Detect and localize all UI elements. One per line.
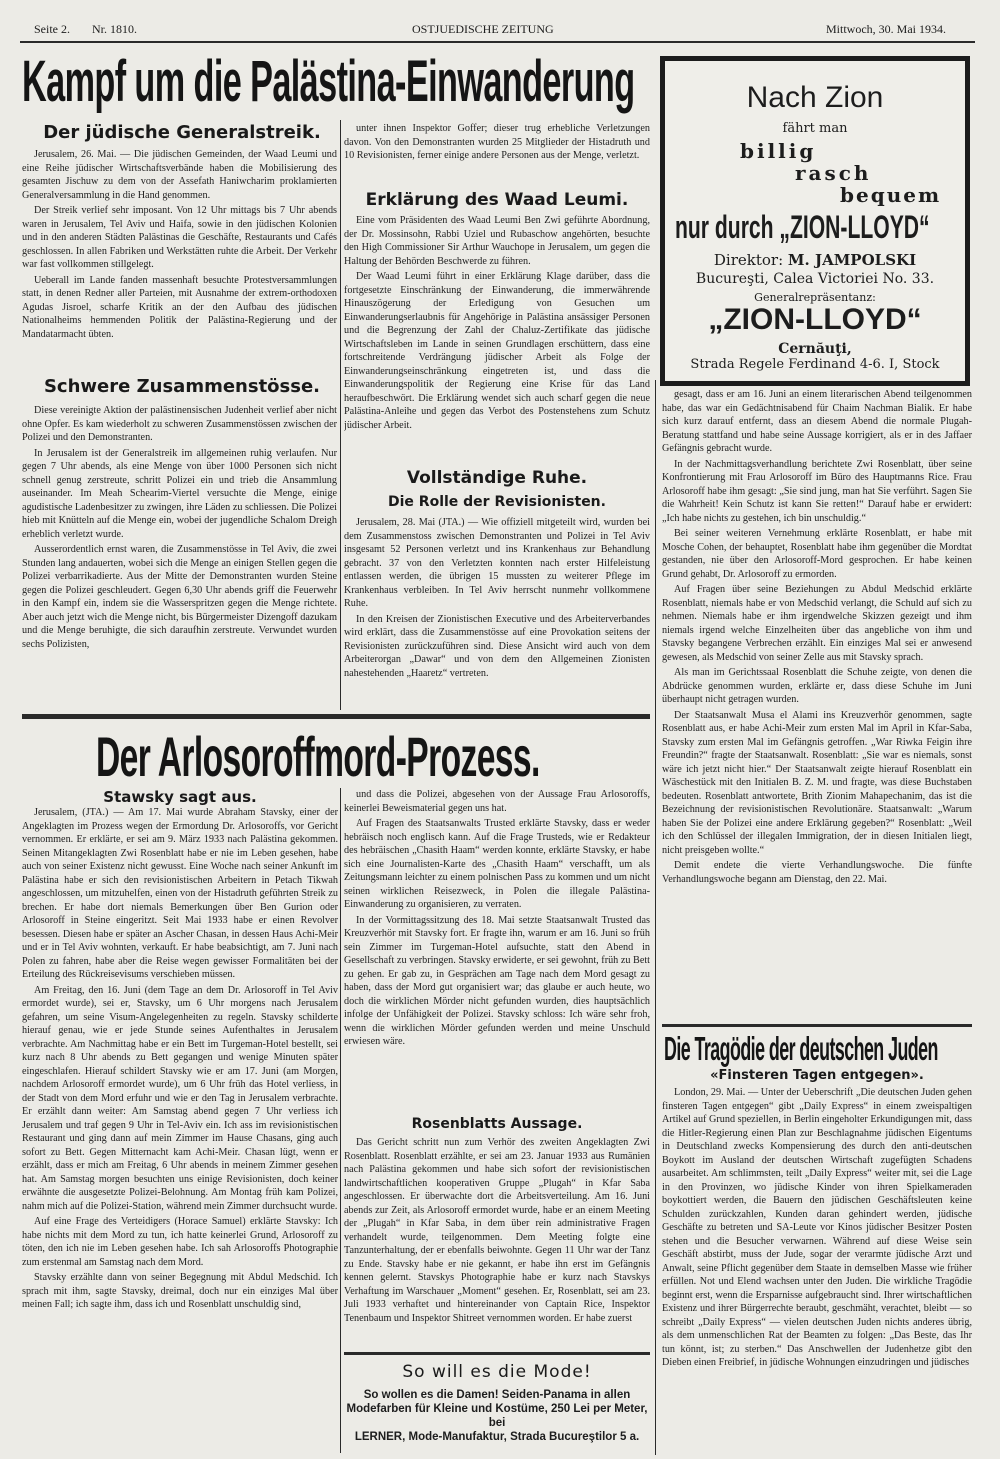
header-rule: [20, 41, 975, 43]
paragraph: unter ihnen Inspektor Goffer; dieser trug erhebliche Verletzungen davon. Von den Demonstranten wurden 25 Mitglieder der Histadruth und 10 Revisionisten, ferner einige andere Personen aus der Menge, verletzt.: [344, 123, 650, 161]
paragraph: und dass die Polizei, abgesehen von der Aussage Frau Arlosoroffs, keinerlei Beweismaterial gegen uns hat.: [344, 789, 650, 814]
ad-brand: „ZION-LLOYD“: [708, 303, 922, 336]
article-column: [22, 148, 337, 358]
section-rule: [662, 1024, 972, 1027]
paragraph: Eine vom Präsidenten des Waad Leumi Ben Zwi geführte Abordnung, der Dr. Mossinsohn, Rabbi Uziel und Rubaschow angehörten, besuchte den High Commissioner Sir Arthur Wauchope in Jerusalem, um gegen die Haltung der Behörden Beschwerde zu führen.: [344, 215, 650, 267]
article-column: [344, 788, 650, 1114]
paragraph: Auf eine Frage des Verteidigers (Horace Samuel) erklärte Stavsky: Ich habe nichts mit dem Mord zu tun, ich hatte keinerlei Grund, Arlosoroff zu töten, den ich nie im Leben gesehen habe. Ich sah Arlosoroffs Photographie zum erstenmal am Samstag nach dem Mord.: [22, 1216, 338, 1268]
section-subhead: Rosenblatts Aussage.: [411, 1116, 583, 1132]
paragraph: London, 29. Mai. — Unter der Ueberschrift „Die deutschen Juden gehen finsteren Tagen entgegen“ gibt „Daily Express“ in einem zweispaltigen Artikel auf Grund speziellen, in Berlin eingeholter Erkundigungen mit, dass die Hitler-Regierung einen Plan zur Beschlagnahme jüdischen Eigentums in Deutschland zwecks Kompensierung des durch den anti-deutschen Boykott im Ausland der deutschen Wirtschaft zugefügten Schadens ausarbeitet. Am schlimmsten, teilt „Daily Express“ weiter mit, sei die Lage in den Provinzen, wo jüdische Kinder von ihren Spielkameraden boykottiert werden, die Bauern den jüdischen Geschäftsleuten keine Schulden zurückzahlen, Kunden daran gehindert werden, jüdische Geschäfte zu betreten und SA-Leute vor Kinos jüdischer Besitzer Posten stehen und die Besucher verwarnen. Während auf diese Weise sein Geschäft abstirbt, muss der Jude, sogar der verarmte jüdische Arzt und Anwalt, seine Pflicht gegenüber dem Staate in demselben Masse wie früher erfüllen. Not und Elend wachsen unter den Juden. Die wirkliche Tragödie beginnt erst, wenn die Ersparnisse aufgebraucht sind. Ihrer wirtschaftlichen Existenz und ihrer Bürgerrechte beraubt, geschmäht, verachtet, bleibt — so schreibt „Daily Express“ — vielen deutschen Juden nichts anderes übrig, als dem unmenschlichen Rat der Beamten zu folgen: „Das Beste, das Ihr tun könnt, ist; zu sterben.“ Das Anschwellen der Judenhetze gibt den Dieben einen Freibrief, in jüdische Wohnungen einzudringen und jüdisches: [662, 1087, 972, 1368]
paragraph: Ueberall im Lande fanden massenhaft besuchte Protestversammlungen statt, in denen Redner aller Parteien, mit Ausnahme der extrem-orthodoxen Agudas Jisroel, scharfe Kritik an der den Aufbau des jüdischen Nationalheims hemmenden Politik der Palästina-Regierung und der Mandatarmacht übten.: [22, 274, 337, 340]
paragraph: Der Staatsanwalt Musa el Alami ins Kreuzverhör genommen, sagte Rosenblatt aus, er habe Achi-Meir zum ersten Mal im April in Kfar-Saba, Stavsky zum ersten Mal im Gefängnis getroffen. „War Riwka Feigin ihre Freundin?“ fragte der Staatsanwalt. Rosenblatt: „Sie war es niemals, sonst wäre ich jetzt nicht hier.“ Der Staatsanwalt zeigte hierauf Rosenblatt ein Wäschestück mit den Initialen B. Z. M. und fragte, was diese Buchstaben bedeuten. Rosenblatt antwortete, Brith Zionim Mahapechanim, das ist die Bezeichnung der revisionistischen Revolutionäre. Staatsanwalt: „Warum haben Sie der Polizei eine andere Erklärung gegeben?“ Rosenblatt: „Weil ich den Schlüssel der illegalen Immigration, der in diesen Initialen liegt, nicht preisgeben wollte.“: [662, 709, 972, 856]
paragraph: Auf Fragen über seine Beziehungen zu Abdul Medschid erklärte Rosenblatt, niemals habe er von Medschid verlangt, die Schuld auf sich zu nehmen. Niemals habe er ihm irgendwelche Skizzen gezeigt und ihm niemals irgend welche Einzelheiten über das angebliche von ihm und Stavsky begangene Verbrechen erzählt. Ein einziges Mal sei er anwesend gewesen, als Medschid von seiner Zelle aus mit Stavsky sprach.: [662, 584, 972, 663]
section-subhead: Die Rolle der Revisionisten.: [388, 494, 606, 510]
page-number: Seite 2.: [34, 22, 70, 36]
ad-text: [665, 251, 965, 269]
column-divider: [655, 380, 656, 1455]
column-divider: [340, 120, 341, 710]
ad-title: Nach Zion: [746, 81, 884, 114]
ad-director-label: Direktor:: [713, 251, 784, 269]
paragraph: Jerusalem, 26. Mai. — Die jüdischen Gemeinden, der Waad Leumi und eine Reihe jüdischer Wirtschaftsverbände haben die Mobilisierung des gesamten Jischuw zu dem von der Assefath Haniwcharim proklamierten Generalversammlung in die Hand genommen.: [22, 149, 337, 201]
ad-text: bequem: [840, 183, 942, 207]
ad-text: fährt man: [782, 121, 848, 136]
paragraph: gesagt, dass er am 16. Juni an einem literarischen Abend teilgenommen habe, das war ein Gedächtnisabend für Chaim Nachman Bialik. Er habe sich kurz darauf entfernt, dass an diesem Abend die normale Plugah-Beratung stattfand und habe seine Aussage korrigiert, als er in des Jaffaer Gefängnis gebracht wurde.: [662, 389, 972, 454]
article-headline: Kampf um die Palästina-Einwanderung: [22, 49, 635, 114]
article-headline: Der Arlosoroffmord-Prozess.: [96, 725, 540, 788]
paragraph: Am Freitag, den 16. Juni (dem Tage an dem Dr. Arlosoroff in Tel Aviv ermordet wurde), sei er, Stavsky, um 6 Uhr morgens nach Jerusalem gefahren, um seine Visum-Angelegenheiten zu regeln. Stavsky schilderte hierauf genau, wie er jede Stunde seines Aufenthaltes in Jerusalem verbrachte. Am Nachmittag habe er ein Bett im Turgeman-Hotel bestellt, sei kurz nach 8 Uhr abends zu Bett gegangen und wenige Minuten später eingeschlafen. Hierauf schildert Stavsky wie er am 17. Juni (am Morgen, nachdem Arlosoroff ermordet wurde), um 6 Uhr früh das Hotel verliess, in der Stadt von dem Mord erfuhr und wie er den Tag in Jerusalem verbrachte. Er erzählt dann weiter: Am Samstag abend gegen 7 Uhr verliess ich Jerusalem und traf gegen 9 Uhr in Tel-Aviv ein. Ich ass im revisionistischen Restaurant und ging dann auf mein Zimmer im Hause Chasans, ging auch sofort zu Bett. Gegen Mitternacht kam Achi-Meir. Chasan lügt, wenn er erzählt, dass er mich am Freitag, 6 Uhr abends in meinem Zimmer gesehen hat. Am Samstag morgen besuchten uns einige Revisionisten, doch keiner erwähnte die ausgesetzte Polizei-Belohnung. Am Montag früh kam Polizei, nahm mich auf die Polizei-Station, während mein Zimmer durchsucht wurde.: [22, 984, 338, 1212]
paragraph: Jerusalem, (JTA.) — Am 17. Mai wurde Abraham Stavsky, einer der Angeklagten im Prozess wegen der Ermordung Dr. Arlosoroffs, vor Gericht vernommen. Er erklärte, er sei am 9. März 1933 nach Palästina gekommen. Seinen Mitangeklagten Zwi Rosenblatt habe er nie im Leben gesehen, habe auch von seiner Existenz nicht gewusst. Eine Woche nach seiner Ankunft im Palästina habe er sich den revisionistischen Arbeitern in Petach Tikwah angeschlossen, um mitzuhelfen, einen von der Histadruth geführten Streik zu brechen. Er habe dort niemals Bemerkungen über Ben Gurion oder Arlosoroff in Steine eingeritzt. Seit Mai 1933 habe er einen Revolver besessen. Diesen habe er später an Ascher Chasan, in dessen Haus Achi-Meir und er in Tel Aviv wohnten, verkauft. Er habe beabsichtigt, am 7. Juni nach Polen zu fahren, habe aber die Reise wegen gewisser Formalitäten bei der Erteilung des Rückreisevisums verschieben müssen.: [22, 807, 338, 980]
issue-date: Mittwoch, 30. Mai 1934.: [826, 22, 946, 36]
ad-text: billig: [740, 139, 817, 163]
mode-ad-line: So wollen es die Damen! Seiden-Panama in allen Modefarben für Kleine und Kostüme, 250 Lei per Meter, bei: [346, 1389, 648, 1429]
article-column: [22, 404, 337, 708]
paragraph: Der Streik verlief sehr imposant. Von 12 Uhr mittags bis 7 Uhr abends waren in Jerusalem, Tel Aviv und Haifa, sowie in den jüdischen Kolonien und in den anderen Städten Palästinas die Geschäfte, Restaurants und Cafés geschlossen. In allen Fabriken und Werkstätten ruhte die Arbeit. Der Verkehr war fast vollkommen stillgelegt.: [22, 205, 337, 270]
ad-text: rasch: [795, 161, 872, 185]
paragraph: Auf Fragen des Staatsanwalts Trusted erklärte Stavsky, dass er weder hebräisch noch englisch kann. Auf die Frage Trusteds, wie er Redakteur des hebräischen „Chasith Haam“ werden konnte, erklärte Stavsky, er habe sich eine Journalisten-Karte des „Chasith Haam“ verschafft, um als Zeitungsmann leichter zu einem polnischen Pass zu kommen und um nicht seinen wirklichen Reisezweck, in Polen die illegale Palästina-Einwanderung zu organisieren, zu verraten.: [344, 818, 650, 910]
ad-slogan: nur durch „ZION-LLOYD“: [675, 209, 930, 245]
paragraph: Diese vereinigte Aktion der palästinensischen Judenheit verlief aber nicht ohne Opfer. Es kam wiederholt zu schweren Zusammenstössen zwischen der Polizei und den Demonstranten.: [22, 405, 337, 443]
article-column: [662, 1086, 972, 1456]
ad-rule: [344, 1352, 650, 1355]
column-divider: [340, 788, 341, 1453]
article-column: [344, 1136, 650, 1348]
mode-ad-line: LERNER, Mode-Manufaktur, Strada Bucureştilor 5 a.: [354, 1431, 640, 1443]
paragraph: Der Waad Leumi führt in einer Erklärung Klage darüber, dass die fortgesetzte Einschränkung der Einwanderung, die immerwährende Hinauszögerung der Erledigung von Gesuchen um Einwanderungserlaubnis für Angehörige in Palästina ansässiger Personen und die Begrenzung der Zahl der Chaluz-Zertifikate das jüdische Wirtschaftsleben im Lande in seinen Grundlagen erschüttern, dass eine fortschreitende Verdrängung jüdischer Arbeit als Folge der Einwanderungseinschränkung eingetreten ist, und dass die Einwanderungspolitik der Regierung eine Krise für das Land heraufbeschwört. Die Erklärung wendet sich auch scharf gegen die neue Palästina-Anleihe und gegen das Verbot des Postenstehens zum Schutz jüdischer Arbeit.: [344, 271, 650, 431]
paragraph: In Jerusalem ist der Generalstreik im allgemeinen ruhig verlaufen. Nur gegen 7 Uhr abends, als eine Menge von über 1000 Personen sich nicht schnell genug zerstreute, schritt Polizei ein und trieb die Ansammlung auseinander. Im Meah Schearim-Viertel versuchte die Menge, einige agudistische Ladenbesitzer zu zwingen, ihre Läden zu schliessen. Die Polizei hieb mit Knütteln auf die Menge ein, wobei der jugendliche Schalom Dreigh erheblich verletzt wurde.: [22, 447, 337, 540]
article-column: [22, 806, 338, 1454]
paragraph: Stavsky erzählte dann von seiner Begegnung mit Abdul Medschid. Ich sprach mit ihm, sagte Stavsky, dreimal, doch nur ein einziges Mal über meinen Fall; ich sagte ihm, dass ich und Rosenblatt unschuldig sind,: [22, 1272, 338, 1310]
tragoedie-headline: Die Tragödie der deutschen Juden: [664, 1030, 938, 1067]
article-subhead: Der jüdische Generalstreik.: [43, 122, 321, 143]
section-subhead: Erklärung des Waad Leumi.: [365, 190, 629, 210]
issue-number: Nr. 1810.: [92, 22, 137, 36]
article-column: [344, 214, 650, 464]
ad-text: Strada Regele Ferdinand 4-6. I, Stock: [690, 357, 940, 372]
paragraph: Das Gericht schritt nun zum Verhör des zweiten Angeklagten Zwi Rosenblatt. Rosenblatt erzählte, er sei am 23. Januar 1933 aus Rumänien nach Palästina gekommen und habe sich sofort der revisionistischen landwirtschaftlichen kooperativen Gruppe „Plugah“ in Kfar Saba angeschlossen. Er überwachte dort die Arbeitsverteilung. Am 16. Juni abends zur Zeit, als Arlosoroff ermordet wurde, habe er an einem Meeting der „Plugah“ in Kfar Saba, in dem über rein administrative Fragen verhandelt wurde, teilgenommen. Dem Meeting folgte eine Tanzunterhaltung, der er ebenfalls beiwohnte. Gegen 11 Uhr war der Tanz zu Ende. Stavsky habe er nie gekannt, er habe ihn erst im Gefängnis kennen gelernt. Stavskys Photographie habe er kurz nach Stavskys Verhaftung im Warschauer „Moment“ gesehen. Er, Rosenblatt, sei am 23. Juli 1933 verhaftet und hintereinander von Captain Rice, Inspektor Tenenbaum und Inspektor Shitreet vernommen worden. Er habe zuerst: [344, 1137, 650, 1324]
article-column: [662, 388, 972, 1018]
tragoedie-subhead: «Finsteren Tagen entgegen».: [710, 1068, 924, 1083]
paragraph: In der Vormittagssitzung des 18. Mai setzte Staatsanwalt Trusted das Kreuzverhör mit Stavsky fort. Er fragte ihn, warum er am 16. Juni so früh sein Zimmer im Turgeman-Hotel aufsuchte, statt den Abend in Gesellschaft zu verbringen. Stavsky erwiderte, er sei gewohnt, früh zu Bett zu gehen. Er gab zu, in Gesprächen am Tage nach dem Mord gesagt zu haben, dass der Mord gut organisiert war; das glaube er auch heute, wo doch die wirklichen Mörder nicht gefunden wurden, dies hauptsächlich infolge der Unfähigkeit der Polizei. Stavsky schloss: Ich wäre sehr froh, wenn die wirklichen Mörder gefunden werden und meine Unschuld erwiesen wäre.: [344, 914, 650, 1047]
advertisement-zion-lloyd: [660, 56, 970, 386]
article-subhead: Stawsky sagt aus.: [103, 788, 257, 806]
section-subhead: Vollständige Ruhe.: [406, 468, 588, 488]
article-column: [344, 516, 650, 708]
paragraph: Ausserordentlich ernst waren, die Zusammenstösse in Tel Aviv, die zwei Stunden lang andauerten, wobei sich die Menge an einigen Stellen gegen die Polizei verbarrikadierte. Aus der Mitte der Demonstranten wurden Steine gegen die Polizei geschleudert. Gegen 6,30 Uhr abends griff die Feuerwehr in den Kampf ein, indem sie die Wasserspritzen gegen die Menge richtete. Aber auch jetzt wich die Menge nicht, bis Bürgermeister Dizengoff dazukam und die Menge beruhigte, die sich daraufhin zerstreute. Verwundet wurden sechs Polizisten,: [22, 544, 337, 650]
ad-text: Bucureşti, Calea Victoriei No. 33.: [695, 271, 935, 287]
section-subhead: Schwere Zusammenstösse.: [43, 376, 321, 397]
mode-ad-body: [344, 1388, 650, 1444]
article-column: [344, 122, 650, 190]
paragraph: Demit endete die vierte Verhandlungswoche. Die fünfte Verhandlungswoche begann am Dienstag, den 22. Mai.: [662, 860, 972, 885]
section-rule: [22, 714, 650, 719]
newspaper-name: OSTJUEDISCHE ZEITUNG: [412, 22, 554, 36]
ad-director-name: M. JAMPOLSKI: [787, 251, 917, 269]
paragraph: Bei seiner weiteren Vernehmung erklärte Rosenblatt, er habe mit Mosche Cohen, der behauptet, Rosenblatt habe ihm gegenüber die Mordtat gestanden, nie über den Arlosoroff-Mord gesprochen. Er habe keinen Grund gehabt, Dr. Arlosoroff zu ermorden.: [662, 528, 972, 580]
paragraph: Als man im Gerichtssaal Rosenblatt die Schuhe zeigte, von denen die Abdrücke genommen wurden, erklärte er, dass diese Schuhe im Juni überhaupt nicht getragen wurden.: [662, 667, 972, 705]
mode-ad-title: So will es die Mode!: [402, 1362, 592, 1382]
ad-text: Generalrepräsentanz:: [754, 291, 876, 304]
paragraph: Jerusalem, 28. Mai (JTA.) — Wie offiziell mitgeteilt wird, wurden bei dem Zusammenstoss zwischen Demonstranten und Polizei in Tel Aviv insgesamt 52 Personen verletzt und ins Krankenhaus zur Behandlung gebracht. 37 von den Verletzten konnten nach erster Hilfeleistung entlassen werden, die übrigen 15 mussten zu weiterer Pflege im Krankenhaus verbleiben. In Tel Aviv herrscht nunmehr vollkommene Ruhe.: [344, 517, 650, 609]
paragraph: In der Nachmittagsverhandlung berichtete Zwi Rosenblatt, über seine Konfrontierung mit Frau Arlosoroff im Büro des Hauptmanns Rice. Frau Arlosoroff habe ihm gesagt: „Sie sind jung, man hat Sie verführt. Sagen Sie die Wahrheit! Kein Schutz ist kann Sie retten!“ Darauf habe er erwidert: „Ich habe nichts zu gestehen, ich bin unschuldig.“: [662, 458, 972, 524]
ad-text: Cernăuţi,: [778, 341, 852, 357]
paragraph: In den Kreisen der Zionistischen Executive und des Arbeiterverbandes wird erklärt, dass die Zusammenstösse auf eine Provokation seitens der Revisionisten zurückzuführen sind. Diese Ansicht wird auch von dem Arbeiterorgan „Dawar“ und von dem den Allgemeinen Zionisten nahestehenden „Haaretz“ vertreten.: [344, 613, 650, 679]
